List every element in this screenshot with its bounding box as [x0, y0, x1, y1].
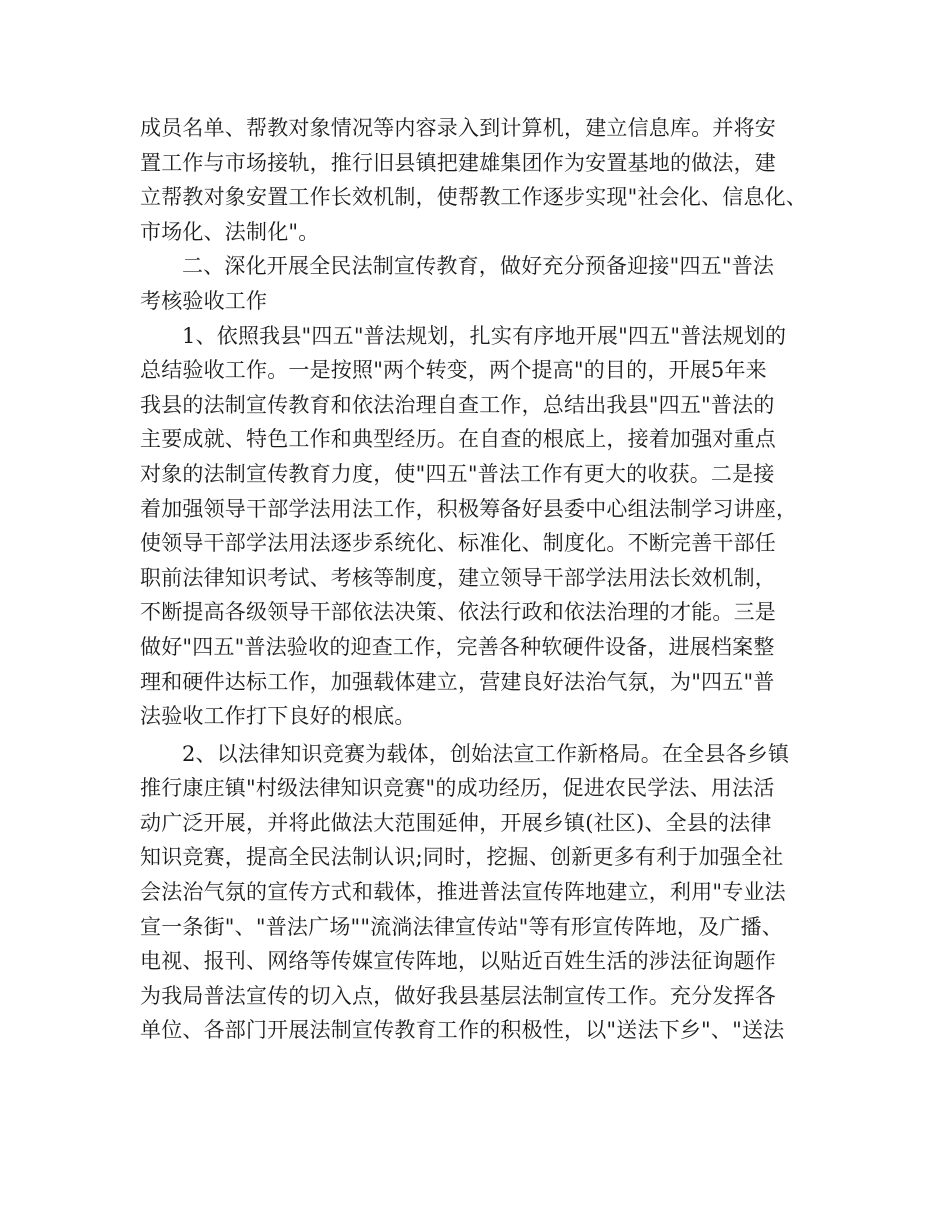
- text-line: 理和硬件达标工作，加强载体建立，营建良好法治气氛，为"四五"普: [140, 669, 775, 694]
- text-line: 单位、各部门开展法制宣传教育工作的积极性，以"送法下乡"、"送法: [140, 1018, 785, 1043]
- text-line: 不断提高各级领导干部依法决策、依法行政和依法治理的才能。三是: [140, 600, 776, 625]
- text-line: 我县的法制宣传教育和依法治理自查工作，总结出我县"四五"普法的: [140, 392, 775, 417]
- paragraph-item-1: [140, 319, 830, 734]
- section-heading: [140, 249, 830, 318]
- text-line: 二、深化开展全民法制宣传教育，做好充分预备迎接"四五"普法: [182, 254, 775, 279]
- text-line: 对象的法制宣传教育力度，使"四五"普法工作有更大的收获。二是接: [140, 461, 775, 486]
- text-line: 考核验收工作: [140, 288, 268, 313]
- text-line: 法验收工作打下良好的根底。: [140, 704, 416, 729]
- text-line: 动广泛开展，并将此做法大范围延伸，开展乡镇(社区)、全县的法律: [140, 810, 772, 835]
- paragraph-item-2: [140, 737, 830, 1048]
- text-line: 成员名单、帮教对象情况等内容录入到计算机，建立信息库。并将安: [140, 116, 776, 140]
- text-line: 总结验收工作。一是按照"两个转变，两个提高"的目的，开展5年来: [140, 358, 767, 383]
- paragraph-1: [140, 111, 830, 249]
- document-body: [140, 111, 830, 1048]
- text-line: 着加强领导干部学法用法工作，积极筹备好县委中心组法制学习讲座，: [140, 496, 798, 521]
- text-line: 市场化、法制化"。: [140, 219, 320, 244]
- text-line: 主要成就、特色工作和典型经历。在自查的根底上，接着加强对重点: [140, 427, 776, 452]
- text-line: 立帮教对象安置工作长效机制，使帮教工作逐步实现"社会化、信息化、: [140, 185, 808, 210]
- text-line: 做好"四五"普法验收的迎查工作，完善各种软硬件设备，进展档案整: [140, 634, 775, 659]
- text-line: 会法治气氛的宣传方式和载体，推进普法宣传阵地建立，利用"专业法: [140, 880, 786, 905]
- text-line: 知识竞赛，提高全民法制认识;同时，挖掘、创新更多有利于加强全社: [140, 845, 784, 870]
- text-line: 为我局普法宣传的切入点，做好我县基层法制宣传工作。充分发挥各: [140, 983, 776, 1008]
- text-line: 职前法律知识考试、考核等制度，建立领导干部学法用法长效机制，: [140, 565, 776, 590]
- text-line: 宣一条街"、"普法广场""流淌法律宣传站"等有形宣传阵地，及广播、: [140, 914, 783, 939]
- text-line: 置工作与市场接轨，推行旧县镇把建雄集团作为安置基地的做法，建: [140, 150, 776, 175]
- text-line: 推行康庄镇"村级法律知识竞赛"的成功经历，促进农民学法、用法活: [140, 776, 775, 801]
- text-line: 使领导干部学法用法逐步系统化、标准化、制度化。不断完善干部任: [140, 531, 776, 556]
- text-line: 电视、报刊、网络等传媒宣传阵地，以贴近百姓生活的涉法征询题作: [140, 949, 776, 974]
- text-line: 1、依照我县"四五"普法规划，扎实有序地开展"四五"普法规划的: [182, 323, 787, 348]
- text-line: 2、以法律知识竞赛为载体，创始法宣工作新格局。在全县各乡镇: [182, 741, 790, 766]
